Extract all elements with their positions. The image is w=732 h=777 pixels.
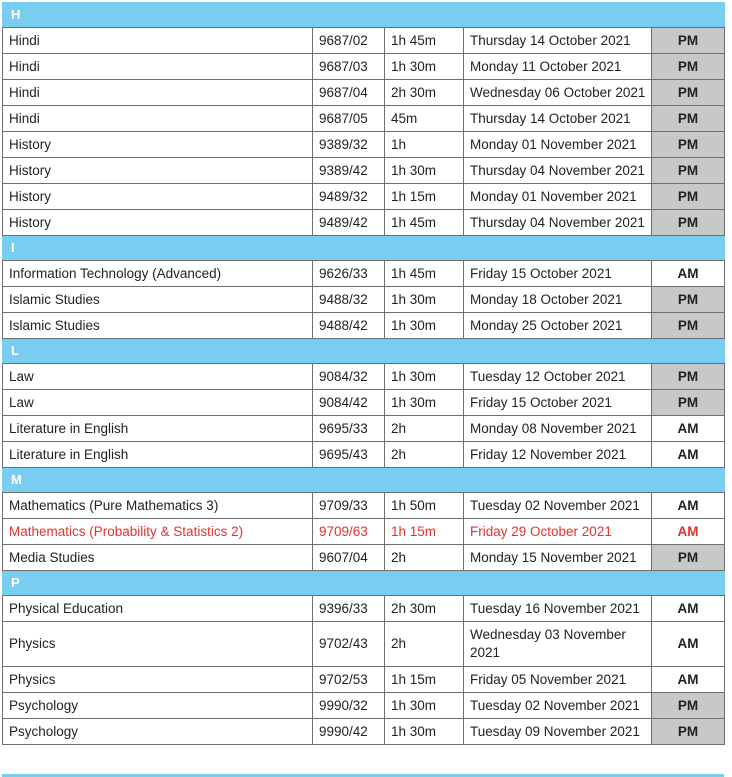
- table-row: [3, 132, 725, 158]
- duration-cell: 1h 50m: [385, 493, 464, 519]
- duration-cell: 2h 30m: [385, 80, 464, 106]
- table-row: [3, 158, 725, 184]
- subject-cell: Hindi: [3, 106, 313, 132]
- table-row: [3, 596, 725, 622]
- code-cell: 9687/05: [313, 106, 385, 132]
- duration-cell: 1h 30m: [385, 313, 464, 339]
- duration-cell: 1h 15m: [385, 184, 464, 210]
- subject-cell: Hindi: [3, 28, 313, 54]
- subject-cell: Media Studies: [3, 545, 313, 571]
- code-cell: 9084/42: [313, 390, 385, 416]
- date-cell: Thursday 14 October 2021: [464, 28, 652, 54]
- duration-cell: 1h 15m: [385, 667, 464, 693]
- session-cell: AM: [652, 442, 725, 468]
- date-cell: Monday 01 November 2021: [464, 184, 652, 210]
- date-cell: Monday 18 October 2021: [464, 287, 652, 313]
- section-header-l: [3, 339, 725, 364]
- date-cell: Wednesday 06 October 2021: [464, 80, 652, 106]
- session-cell: PM: [652, 106, 725, 132]
- code-cell: 9990/32: [313, 693, 385, 719]
- session-cell: PM: [652, 54, 725, 80]
- code-cell: 9687/04: [313, 80, 385, 106]
- table-row: [3, 313, 725, 339]
- session-cell: PM: [652, 364, 725, 390]
- subject-cell: Islamic Studies: [3, 287, 313, 313]
- table-row: [3, 54, 725, 80]
- duration-cell: 1h 45m: [385, 210, 464, 236]
- section-header-p: [3, 571, 725, 596]
- date-cell: Thursday 04 November 2021: [464, 158, 652, 184]
- session-cell: PM: [652, 158, 725, 184]
- exam-timetable: [2, 2, 725, 745]
- code-cell: 9626/33: [313, 261, 385, 287]
- duration-cell: 1h 30m: [385, 693, 464, 719]
- subject-cell: Law: [3, 364, 313, 390]
- code-cell: 9389/32: [313, 132, 385, 158]
- subject-cell: History: [3, 184, 313, 210]
- date-cell: Monday 08 November 2021: [464, 416, 652, 442]
- section-letter: P: [3, 571, 725, 596]
- code-cell: 9489/42: [313, 210, 385, 236]
- subject-cell: History: [3, 210, 313, 236]
- session-cell: PM: [652, 390, 725, 416]
- code-cell: 9488/32: [313, 287, 385, 313]
- section-header-i: [3, 236, 725, 261]
- subject-cell: Hindi: [3, 80, 313, 106]
- date-cell: Friday 15 October 2021: [464, 390, 652, 416]
- date-cell: Friday 12 November 2021: [464, 442, 652, 468]
- session-cell: PM: [652, 545, 725, 571]
- duration-cell: 1h: [385, 132, 464, 158]
- date-cell: Tuesday 16 November 2021: [464, 596, 652, 622]
- subject-cell: Psychology: [3, 719, 313, 745]
- subject-cell: Law: [3, 390, 313, 416]
- code-cell: 9702/43: [313, 622, 385, 667]
- code-cell: 9709/33: [313, 493, 385, 519]
- table-row: [3, 261, 725, 287]
- date-cell: Monday 15 November 2021: [464, 545, 652, 571]
- section-header-m: [3, 468, 725, 493]
- duration-cell: 1h 45m: [385, 28, 464, 54]
- duration-cell: 2h: [385, 442, 464, 468]
- duration-cell: 2h: [385, 622, 464, 667]
- code-cell: 9695/33: [313, 416, 385, 442]
- subject-cell: Mathematics (Probability & Statistics 2): [3, 519, 313, 545]
- table-row: [3, 719, 725, 745]
- subject-cell: Literature in English: [3, 416, 313, 442]
- session-cell: AM: [652, 261, 725, 287]
- code-cell: 9488/42: [313, 313, 385, 339]
- session-cell: PM: [652, 184, 725, 210]
- table-row: [3, 28, 725, 54]
- code-cell: 9687/03: [313, 54, 385, 80]
- subject-cell: Hindi: [3, 54, 313, 80]
- date-cell: Tuesday 02 November 2021: [464, 693, 652, 719]
- table-row: [3, 622, 725, 667]
- table-row: [3, 693, 725, 719]
- date-cell: Thursday 14 October 2021: [464, 106, 652, 132]
- session-cell: PM: [652, 313, 725, 339]
- date-cell: Monday 01 November 2021: [464, 132, 652, 158]
- code-cell: 9489/32: [313, 184, 385, 210]
- date-cell: Monday 11 October 2021: [464, 54, 652, 80]
- session-cell: AM: [652, 667, 725, 693]
- subject-cell: Psychology: [3, 693, 313, 719]
- table-row: [3, 106, 725, 132]
- date-cell: Thursday 04 November 2021: [464, 210, 652, 236]
- code-cell: 9695/43: [313, 442, 385, 468]
- table-row: [3, 545, 725, 571]
- section-letter: H: [3, 3, 725, 28]
- table-row: [3, 287, 725, 313]
- timetable-body: [3, 3, 725, 745]
- session-cell: AM: [652, 519, 725, 545]
- duration-cell: 45m: [385, 106, 464, 132]
- code-cell: 9709/63: [313, 519, 385, 545]
- duration-cell: 1h 45m: [385, 261, 464, 287]
- subject-cell: Mathematics (Pure Mathematics 3): [3, 493, 313, 519]
- table-row: [3, 80, 725, 106]
- duration-cell: 1h 30m: [385, 158, 464, 184]
- table-row: [3, 442, 725, 468]
- duration-cell: 2h: [385, 545, 464, 571]
- code-cell: 9084/32: [313, 364, 385, 390]
- section-header-h: [3, 3, 725, 28]
- subject-cell: Physics: [3, 667, 313, 693]
- code-cell: 9607/04: [313, 545, 385, 571]
- duration-cell: 2h: [385, 416, 464, 442]
- section-letter: I: [3, 236, 725, 261]
- session-cell: AM: [652, 622, 725, 667]
- subject-cell: Information Technology (Advanced): [3, 261, 313, 287]
- date-cell: Tuesday 02 November 2021: [464, 493, 652, 519]
- duration-cell: 1h 30m: [385, 364, 464, 390]
- subject-cell: Islamic Studies: [3, 313, 313, 339]
- subject-cell: History: [3, 132, 313, 158]
- session-cell: PM: [652, 287, 725, 313]
- code-cell: 9687/02: [313, 28, 385, 54]
- session-cell: PM: [652, 210, 725, 236]
- duration-cell: 1h 30m: [385, 54, 464, 80]
- duration-cell: 1h 30m: [385, 719, 464, 745]
- session-cell: AM: [652, 493, 725, 519]
- duration-cell: 1h 30m: [385, 390, 464, 416]
- date-cell: Tuesday 09 November 2021: [464, 719, 652, 745]
- duration-cell: 2h 30m: [385, 596, 464, 622]
- date-cell: Wednesday 03 November 2021: [464, 622, 652, 667]
- table-row: [3, 390, 725, 416]
- session-cell: PM: [652, 132, 725, 158]
- code-cell: 9389/42: [313, 158, 385, 184]
- table-row: [3, 667, 725, 693]
- date-cell: Friday 15 October 2021: [464, 261, 652, 287]
- section-letter: L: [3, 339, 725, 364]
- duration-cell: 1h 15m: [385, 519, 464, 545]
- table-row: [3, 210, 725, 236]
- session-cell: AM: [652, 416, 725, 442]
- session-cell: PM: [652, 80, 725, 106]
- table-row: [3, 416, 725, 442]
- date-cell: Tuesday 12 October 2021: [464, 364, 652, 390]
- code-cell: 9990/42: [313, 719, 385, 745]
- table-row: [3, 184, 725, 210]
- session-cell: PM: [652, 28, 725, 54]
- date-cell: Friday 29 October 2021: [464, 519, 652, 545]
- table-row: [3, 493, 725, 519]
- date-cell: Monday 25 October 2021: [464, 313, 652, 339]
- code-cell: 9702/53: [313, 667, 385, 693]
- table-row: [3, 364, 725, 390]
- subject-cell: Physics: [3, 622, 313, 667]
- date-cell: Friday 05 November 2021: [464, 667, 652, 693]
- subject-cell: Physical Education: [3, 596, 313, 622]
- subject-cell: Literature in English: [3, 442, 313, 468]
- subject-cell: History: [3, 158, 313, 184]
- session-cell: AM: [652, 596, 725, 622]
- code-cell: 9396/33: [313, 596, 385, 622]
- duration-cell: 1h 30m: [385, 287, 464, 313]
- session-cell: PM: [652, 693, 725, 719]
- section-letter: M: [3, 468, 725, 493]
- table-row: [3, 519, 725, 545]
- session-cell: PM: [652, 719, 725, 745]
